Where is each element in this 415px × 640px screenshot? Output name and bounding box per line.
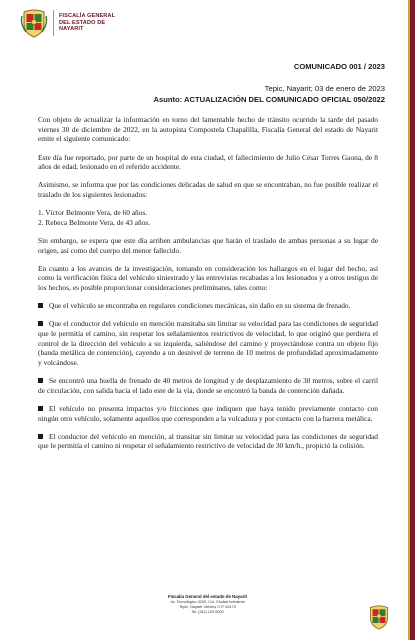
bullet-text: Que el vehículo se encontraba en regulares condiciones mecánicas, sin daño en su sistema de frenado. (49, 301, 351, 311)
footer-coat-of-arms-icon (367, 604, 391, 630)
square-bullet-icon (38, 406, 43, 411)
paragraph: Con objeto de actualizar la información en torno del lamentable hecho de tránsito ocurrido la tarde del pasado viernes 30 de diciembre de 2022, en la autopista Compostela Chapalilla, Fiscalía General del estado de Nayarit emite el siguiente comunicado: (38, 115, 378, 144)
paragraph: Este día fue reportado, por parte de un hospital de esta ciudad, el fallecimiento de Julio César Torres Gaona, de 8 años de edad, lesionado en el referido accidente. (38, 152, 378, 172)
bullet-item (38, 301, 378, 311)
paragraph: En cuanto a los avances de la investigación, tomando en consideración los hallazgos en el lugar del hecho, así como la verificación física del vehículo siniestrado y las entrevistas recabadas a los lesionados y a otros testigos de los hechos, es posible proporcionar consideraciones preliminares, tales como: (38, 263, 378, 293)
list-item: 2. Rebeca Belmonte Vera, de 43 años. (38, 217, 151, 227)
subject-line: Asunto: ACTUALIZACIÓN DEL COMUNICADO OFICIAL 050/2022 (153, 95, 385, 104)
list-item: 1. Víctor Belmonte Vera, de 60 años. (38, 208, 148, 218)
document-body (38, 115, 378, 460)
bullet-item (38, 404, 378, 423)
letterhead (20, 8, 115, 38)
bullet-text: El vehículo no presenta impactos y/o fricciones que indiquen que haya tenido previamente contacto con ningún otro vehículo, solamente aquellos que corresponden a la volcadura y por contacto con la barrera metálica. (38, 403, 378, 423)
square-bullet-icon (38, 321, 43, 326)
decorative-side-stripe (410, 0, 415, 640)
bullet-item (38, 376, 378, 395)
square-bullet-icon (38, 378, 43, 383)
square-bullet-icon (38, 434, 43, 439)
paragraph: Asimismo, se informa que por las condiciones delicadas de salud en que se encontraban, no fue posible realizar el traslado de los siguientes lesionados: (38, 180, 378, 199)
bullet-text: El conductor del vehículo en mención, al transitar sin limitar su velocidad para las condiciones de seguridad que le permitía el camino ni respetar el señalamiento restrictivo de velocidad de 30 km/h., propició la colisión. (38, 431, 378, 451)
release-number: COMUNICADO 001 / 2023 (293, 62, 385, 71)
footer-address: Av. Tecnológico 3200, Col. Ciudad Industrial (170, 600, 245, 604)
square-bullet-icon (38, 303, 43, 308)
institution-line: NAYARIT (59, 26, 84, 33)
bullet-text: Se encontró una huella de frenado de 40 metros de longitud y de desplazamiento de 30 metros, sobre el carril de circulación, con salida hacia el lado este de la vía, donde se encontró la banda de contención dañada. (38, 376, 378, 395)
institution-name (59, 13, 115, 32)
footer-phone: Tel. (311) 129 6000 (191, 610, 224, 615)
institution-line: DEL ESTADO DE (59, 19, 106, 26)
bullet-text: Que el conductor del vehículo en mención transitaba sin limitar su velocidad para las condiciones de seguridad que le permitía el camino, sin respetar los señalamientos restrictivos de velocidad, lo que originó que perdiera el control de la dirección del vehículo a su izquierda, saliéndose del camino y proyectándose contra un objeto fijo (banda metálica de contención), cayendo a un desnivel de terreno de 10 metros de profundidad aproximadamente y volcándose. (38, 319, 378, 368)
footer-title: Fiscalía General del estado de Nayarit (167, 594, 248, 599)
bullet-item (38, 319, 378, 368)
footer (0, 594, 415, 616)
bullet-item (38, 432, 378, 451)
footer-address: Tepic, Nayarit. México C.P. 63173 (179, 605, 236, 610)
header-divider (53, 10, 54, 36)
paragraph: Sin embargo, se espera que este día arriben ambulancias que harán el traslado de ambas personas a su lugar de origen, así como del cuerpo del menor fallecido. (38, 235, 378, 255)
nayarit-coat-of-arms-icon (20, 8, 48, 38)
institution-line: FISCALÍA GENERAL (59, 13, 116, 20)
place-date: Tepic, Nayarit; 03 de enero de 2023 (264, 84, 385, 93)
